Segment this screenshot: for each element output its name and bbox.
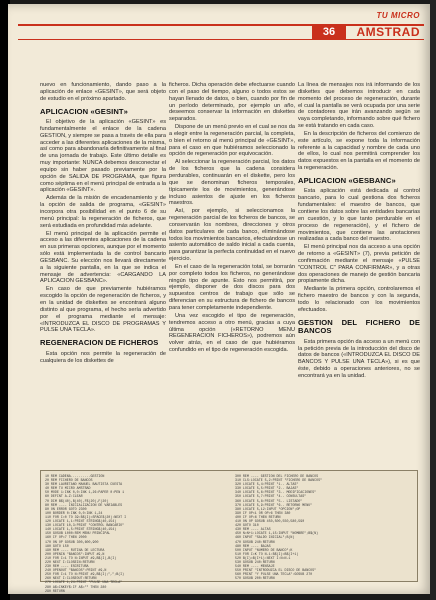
text-column-2 (169, 82, 295, 355)
paragraph: Mediante la primera opción, controlaremos el fichero maestro de bancos y con la segunda, todo lo relacionado con los movimientos efectuados. (298, 286, 420, 313)
page-number: 36 (312, 26, 346, 39)
header-rule-bottom (18, 39, 424, 40)
paragraph: Así, por ejemplo, si seleccionamos la regeneración parcial de los ficheros de bancos, se conservarán los nombres, direcciones y otros datos particulares de cada banco, eliminándose todos los movimientos bancarios, efectuándose un asiento automático de saldo inicial a cada cuenta, para garantizar la perfecta continuidad en el nuevo ejercicio. (169, 208, 295, 263)
section-heading: APLICACION «GESBANC» (298, 175, 396, 185)
section-heading: GESTION DEL FICHERO DE BANCOS (298, 317, 420, 336)
paragraph: Esta opción nos permite la regeneración de cualquiera de los diskettes de (40, 350, 166, 364)
page-header (18, 10, 424, 42)
magazine-page (8, 4, 432, 594)
paragraph: Esta primera opción da acceso a un menú con la petición previa de la introducción del disco de datos de bancos («INTRODUZCA EL DISCO DE BANCOS Y PULSE UNA TECLA»), si es que éste, debido a operaciones anteriores, no se encontrará ya en la unidad. (298, 338, 420, 379)
section-heading: REGENERACION DE FICHEROS (40, 338, 159, 348)
paragraph: Una vez escogido el tipo de regeneración, tendremos acceso a otro menú, gracias a cuya última opción («RETORNO MENU REGENERACION FICHEROS»), podremos aún volver atrás, en el caso de que hubiéramos confundido en el tipo de regeneración escogida. (169, 312, 295, 354)
paragraph: ficheros. Dicha operación debe efectuarse cuando con el paso del tiempo, alguno o todos estos se hayan llenado de datos, o bien, cuando por fin de un período determinado, por ejemplo un año, deseemos conservar la información en diskettes separados. (169, 82, 295, 123)
paragraph: En el caso de la regeneración total, se borrarán por completo todos los ficheros, no generándose ningún tipo de apunte. Esto nos permitirá, por ejemplo, disponer de dos discos para dos supuestos centros de trabajo que sólo se diferencian en su estructura de fichero de bancos para tener completamente independiente. (169, 263, 295, 311)
paragraph: El menú principal de la aplicación permite el acceso a las diferentes aplicaciones de la cadena en sus primeras opciones, aunque por el momento sólo está implementada la de control bancario GESBANC. Su elección nos llevará directamente a la siguiente pantalla, en la que se indica el mensaje de advertencia: «CARGANDO LA APLICACION GESBANC». (40, 230, 166, 285)
page-shadow-edge (430, 0, 436, 600)
text-column-1 (40, 82, 166, 365)
paragraph: En caso de que previamente hubiéramos escogido la opción de regeneración de ficheros, y en la unidad de diskettes se encontrará alguno distinto al que programa, el hecho sería advertido por el programa mediante el mensaje: «INTRODUZCA EL DISCO DE PROGRAMAS Y PULSE UNA TECLA». (40, 286, 166, 334)
listing-column-right: 300 REM ---- GESTION DEL FICHERO DE BANCOS 310 CLS:LOCATE 5,2:PRINT "FICHERO DE BANCOS" 320 LOCATE 5,4:PRINT "1.- ALTAS" 330 LOCATE 5,5:PRINT "2.- BAJAS" 340 LOCATE 5,6:PRINT "3.- MODIFICACIONES" 350 LOCATE 5,7:PRINT "4.- CONSULTAS" 360 LOCATE 5,8:PRINT "5.- LISTADO" 370 LOCATE 5,9:PRINT "6.- RETORNO MENU" 380 LOCATE 5,12:INPUT "OPCION";OP 390 IF OP<1 OR OP>6 THEN 380 400 IF OP=6 THEN RETURN 410 ON OP GOSUB 450,500,550,580,590 420 GOTO 310 430 REM ---- ALTAS 450 N=N+1:LOCATE 1,15:INPUT "NOMBRE";B$(N) 460 INPUT "SALDO INICIAL";B(N) 470 GOSUB 240:RETURN 480 REM ---- BAJAS 500 INPUT "NUMERO DE BANCO";K 510 FOR I=K TO N-1:B$(I)=B$(I+1) 520 B(I)=B(I+1):NEXT I:N=N-1 530 GOSUB 240:RETURN 540 REM ---- MENSAJE 550 PRINT "INTRODUZCA EL DISCO DE BANCOS" 560 PRINT "Y PULSE UNA TECLA":GOSUB 270 570 GOSUB 200:RETURN (235, 474, 323, 581)
paragraph: Esta aplicación está dedicada al control bancario, para lo cual gestiona dos ficheros fundamentales: el maestro de bancos, que contiene los datos sobre las entidades bancarias en cuestión, y lo que tanto perdurable en el proceso de regeneración), y el fichero de movimientos, que contiene las anotaciones realizadas a cada banco del maestro. (298, 188, 420, 243)
paragraph: El objetivo de la aplicación «GESINT» es fundamentalmente el enlace de la cadena GESTION, y siempre se pasa a través de ella para acceder a las diferentes aplicaciones de la misma, así como para abandonarla definitivamente al final de una jornada de trabajo. Este último detalle es muy importante: NUNCA debemos desconectar el equipo sin haber pasado previamente por la opción de SALIDA DE PROGRAMA, que figura como séptima en el menú principal de entrada a la aplicación «GESINT». (40, 119, 166, 194)
paragraph: El menú principal nos da acceso a una opción de retorno a «GESINT» (7), previa petición de confirmación mediante el mensaje «PULSE "CONTROL C" PARA CONFIRMAR», y a otras dos operaciones de manejo de gestión bancaria propiamente dicha. (298, 244, 420, 285)
paragraph: La línea de mensajes nos irá informando de los diskettes que debemos introducir en cada momento del proceso de regeneración, durante el cual la pantalla se verá ocupada por una serie de contadores que irán avanzando según se vaya completando, informando sobre qué fichero se está tratando en cada caso. (298, 82, 420, 130)
paragraph: nuevo en funcionamiento, dando paso a la aplicación de enlace «GESINT», que será objeto de estudio en el próximo apartado. (40, 82, 166, 102)
section-heading: APLICACION «GESINT» (40, 106, 128, 116)
paragraph: Al seleccionar la regeneración parcial, los datos de los ficheros que la cadena considera perdurables, continuarán en el diskette, pero los que se denominan ficheros temporales, típicamente los de movimientos, generándose incluso asientos de ajuste en los ficheros maestros. (169, 159, 295, 207)
paragraph: En la descripción de ficheros del comienzo de este artículo, se expone toda la información referente a la capacidad y nombre de cada uno de ellos, lo cual nos permitirá comprender los datos expuestos en la pantalla en el momento de la regeneración. (298, 130, 420, 172)
listing-column-left: 10 REM CADENA..........GESTION 20 REM FICHERO DE BANCOS 30 REM LAURETANO MANUEL BAUTISTA CUESTA 40 REM TU MICRO AMSTRAD 50 MODE 1:INK 0,0:INK 1,26:PAPER 0:PEN 1 60 DEFINT A-Z:CLEAR 70 DIM B$(40),B(40),F$(20),F(20) 80 REM ---- INICIALIZACION DE VARIABLES 90 ON ERROR GOTO 2300 100 BORDER 0:INK 0,0:INK 1,24 110 FOR I=0 TO 39:B$(I)=SPACE$(20):NEXT I 120 LOCATE 1,1:PRINT STRING$(40,154) 130 LOCATE 10,3:PRINT "CONTROL BANCARIO" 140 LOCATE 1,5:PRINT STRING$(40,154) 150 GOSUB 1000:REM MENU PRINCIPAL 160 IF OP=7 THEN 2000 170 ON OP GOSUB 300,600,900 180 GOTO 150 190 REM ---- RUTINA DE LECTURA 200 OPENIN "BANCOS":INPUT #9,N 210 FOR I=1 TO N:INPUT #9,B$(I),B(I) 220 NEXT I:CLOSEIN:RETURN 230 REM ---- ESCRITURA 240 OPENOUT "BANCOS":PRINT #9,N 250 FOR I=1 TO N:PRINT #9,B$(I);",";B(I) 260 NEXT I:CLOSEOUT:RETURN 270 LOCATE 1,24:PRINT "PULSE UNA TECLA" 280 A$=INKEY$:IF A$="" THEN 280 290 RETURN (45, 474, 127, 593)
paragraph: Además de la misión de encadenamiento y de la opción de salida de programa, «GESINT» incorpora otra posibilidad en el punto 6 de su menú principal: la regeneración de ficheros, que será estudiada en profundidad más adelante. (40, 195, 166, 229)
program-listing (40, 470, 418, 593)
magazine-title: TU MICRO (376, 11, 420, 20)
text-column-3 (298, 82, 420, 381)
section-title: AMSTRAD (356, 25, 420, 39)
paragraph: Dispone de un menú previo en el cual se nos da a elegir entre la regeneración parcial, la completa, o bien el retorno al menú principal de «GESINT», para el caso en que hubiéramos seleccionado la opción de regeneración por equivocación. (169, 124, 295, 158)
